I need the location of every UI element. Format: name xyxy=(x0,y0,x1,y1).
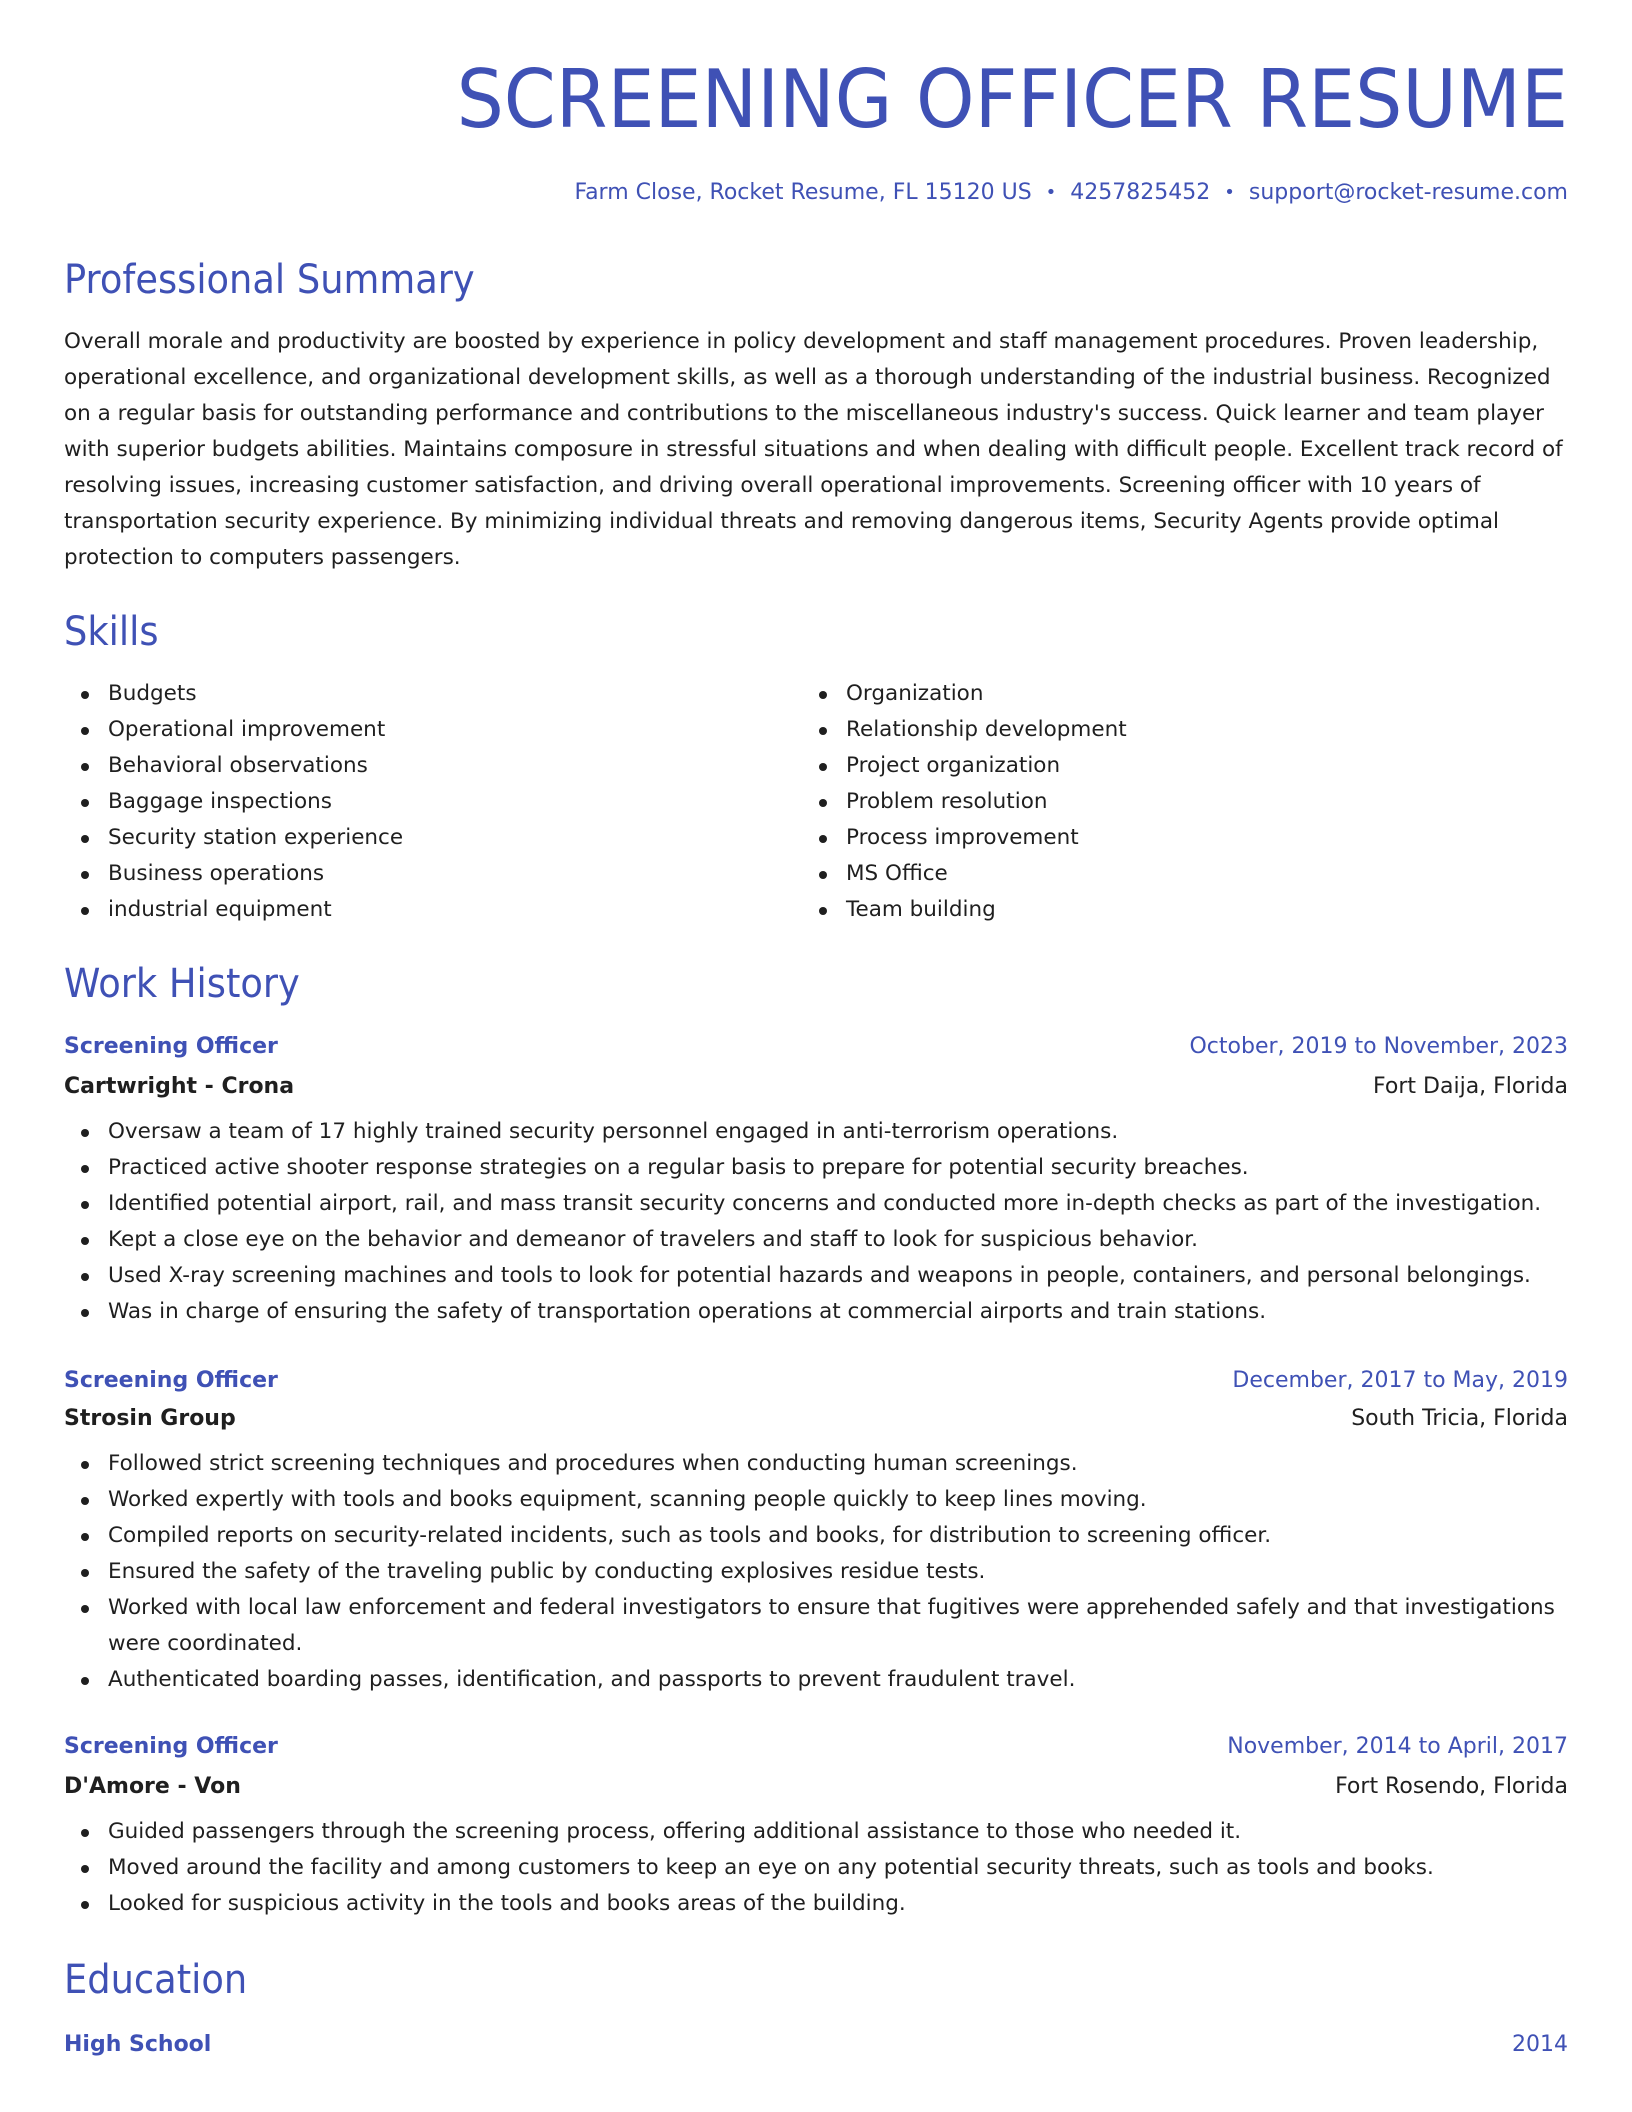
job-bullet: Guided passengers through the screening process, offering additional assistance to those who needed it. xyxy=(64,1814,1568,1850)
skill-item: Behavioral observations xyxy=(64,748,802,784)
job-location: South Tricia, Florida xyxy=(1351,1406,1568,1431)
skills-heading: Skills xyxy=(64,609,159,655)
job-bullet: Moved around the facility and among customers to keep an eye on any potential security threats, such as tools and books. xyxy=(64,1850,1568,1886)
job-bullet: Worked expertly with tools and books equipment, scanning people quickly to keep lines moving. xyxy=(64,1482,1568,1518)
education-year: 2014 xyxy=(1512,2032,1568,2057)
job-title-row xyxy=(64,1370,1568,1392)
job-company-row xyxy=(64,1776,1568,1798)
job-entry xyxy=(64,1370,1568,1698)
skills-list xyxy=(64,676,1568,928)
job-title-row xyxy=(64,1736,1568,1758)
contact-email[interactable]: support@rocket-resume.com xyxy=(1248,180,1568,205)
contact-separator: • xyxy=(1045,182,1057,203)
skill-item: Process improvement xyxy=(802,820,1540,856)
skill-item: Operational improvement xyxy=(64,712,802,748)
job-title: Screening Officer xyxy=(64,1734,278,1759)
job-bullet: Looked for suspicious activity in the tools and books areas of the building. xyxy=(64,1886,1568,1922)
job-bullet: Identified potential airport, rail, and mass transit security concerns and conducted more in-depth checks as part of the investigation. xyxy=(64,1186,1568,1222)
job-company-row xyxy=(64,1076,1568,1098)
skill-item: Problem resolution xyxy=(802,784,1540,820)
job-title: Screening Officer xyxy=(64,1034,278,1059)
job-company: D'Amore - Von xyxy=(64,1774,241,1799)
job-entry xyxy=(64,1036,1568,1330)
skill-item: Budgets xyxy=(64,676,802,712)
job-company: Strosin Group xyxy=(64,1406,236,1431)
contact-address: Farm Close, Rocket Resume, FL 15120 US xyxy=(574,180,1032,205)
summary-heading: Professional Summary xyxy=(64,257,475,303)
resume-header xyxy=(64,0,1568,204)
skill-item: Organization xyxy=(802,676,1540,712)
skills-column-right xyxy=(802,676,1540,928)
job-bullets xyxy=(64,1114,1568,1330)
education-degree: High School xyxy=(64,2032,212,2057)
education-entry xyxy=(64,2034,1568,2056)
job-bullet: Kept a close eye on the behavior and demeanor of travelers and staff to look for suspicious behavior. xyxy=(64,1222,1568,1258)
job-bullet: Worked with local law enforcement and federal investigators to ensure that fugitives were apprehended safely and that investigations were coordinated. xyxy=(64,1590,1568,1662)
education-heading: Education xyxy=(64,1957,248,2003)
job-bullet: Was in charge of ensuring the safety of transportation operations at commercial airports and train stations. xyxy=(64,1294,1568,1330)
job-bullet: Authenticated boarding passes, identification, and passports to prevent fraudulent travel. xyxy=(64,1662,1568,1698)
job-bullet: Practiced active shooter response strategies on a regular basis to prepare for potential security breaches. xyxy=(64,1150,1568,1186)
job-dates: October, 2019 to November, 2023 xyxy=(1189,1034,1568,1059)
job-title-row xyxy=(64,1036,1568,1058)
job-dates: November, 2014 to April, 2017 xyxy=(1227,1734,1568,1759)
contact-line xyxy=(64,182,1568,204)
skill-item: Project organization xyxy=(802,748,1540,784)
job-company: Cartwright - Crona xyxy=(64,1074,295,1099)
job-location: Fort Rosendo, Florida xyxy=(1335,1774,1568,1799)
job-dates: December, 2017 to May, 2019 xyxy=(1232,1368,1568,1393)
job-entry xyxy=(64,1736,1568,1922)
skill-item: Relationship development xyxy=(802,712,1540,748)
skill-item: MS Office xyxy=(802,856,1540,892)
skill-item: Team building xyxy=(802,892,1540,928)
skill-item: industrial equipment xyxy=(64,892,802,928)
summary-text: Overall morale and productivity are boosted by experience in policy development and staff management procedures. Proven leadership, operational excellence, and organizational development skills, as well as a thorough understanding of the industrial business. Recognized on a regular basis for outstanding performance and contributions to the miscellaneous industry's success. Quick learner and team player with superior budgets abilities. Maintains composure in stressful situations and when dealing with difficult people. Excellent track record of resolving issues, increasing customer satisfaction, and driving overall operational improvements. Screening officer with 10 years of transportation security experience. By minimizing individual threats and removing dangerous items, Security Agents provide optimal protection to computers passengers. xyxy=(64,329,1563,570)
job-location: Fort Daija, Florida xyxy=(1373,1074,1568,1099)
job-bullets xyxy=(64,1446,1568,1698)
resume-title: SCREENING OFFICER RESUME xyxy=(456,53,1568,146)
skill-item: Security station experience xyxy=(64,820,802,856)
job-bullet: Used X-ray screening machines and tools to look for potential hazards and weapons in people, containers, and personal belongings. xyxy=(64,1258,1568,1294)
contact-separator: • xyxy=(1224,182,1235,203)
skills-column-left xyxy=(64,676,802,928)
job-bullet: Ensured the safety of the traveling public by conducting explosives residue tests. xyxy=(64,1554,1568,1590)
job-company-row xyxy=(64,1408,1568,1430)
job-bullet: Oversaw a team of 17 highly trained security personnel engaged in anti-terrorism operations. xyxy=(64,1114,1568,1150)
job-bullets xyxy=(64,1814,1568,1922)
job-title: Screening Officer xyxy=(64,1368,278,1393)
contact-phone: 4257825452 xyxy=(1070,180,1211,205)
skill-item: Baggage inspections xyxy=(64,784,802,820)
work-history-heading: Work History xyxy=(64,961,300,1007)
job-bullet: Followed strict screening techniques and procedures when conducting human screenings. xyxy=(64,1446,1568,1482)
job-bullet: Compiled reports on security-related incidents, such as tools and books, for distribution to screening officer. xyxy=(64,1518,1568,1554)
skill-item: Business operations xyxy=(64,856,802,892)
